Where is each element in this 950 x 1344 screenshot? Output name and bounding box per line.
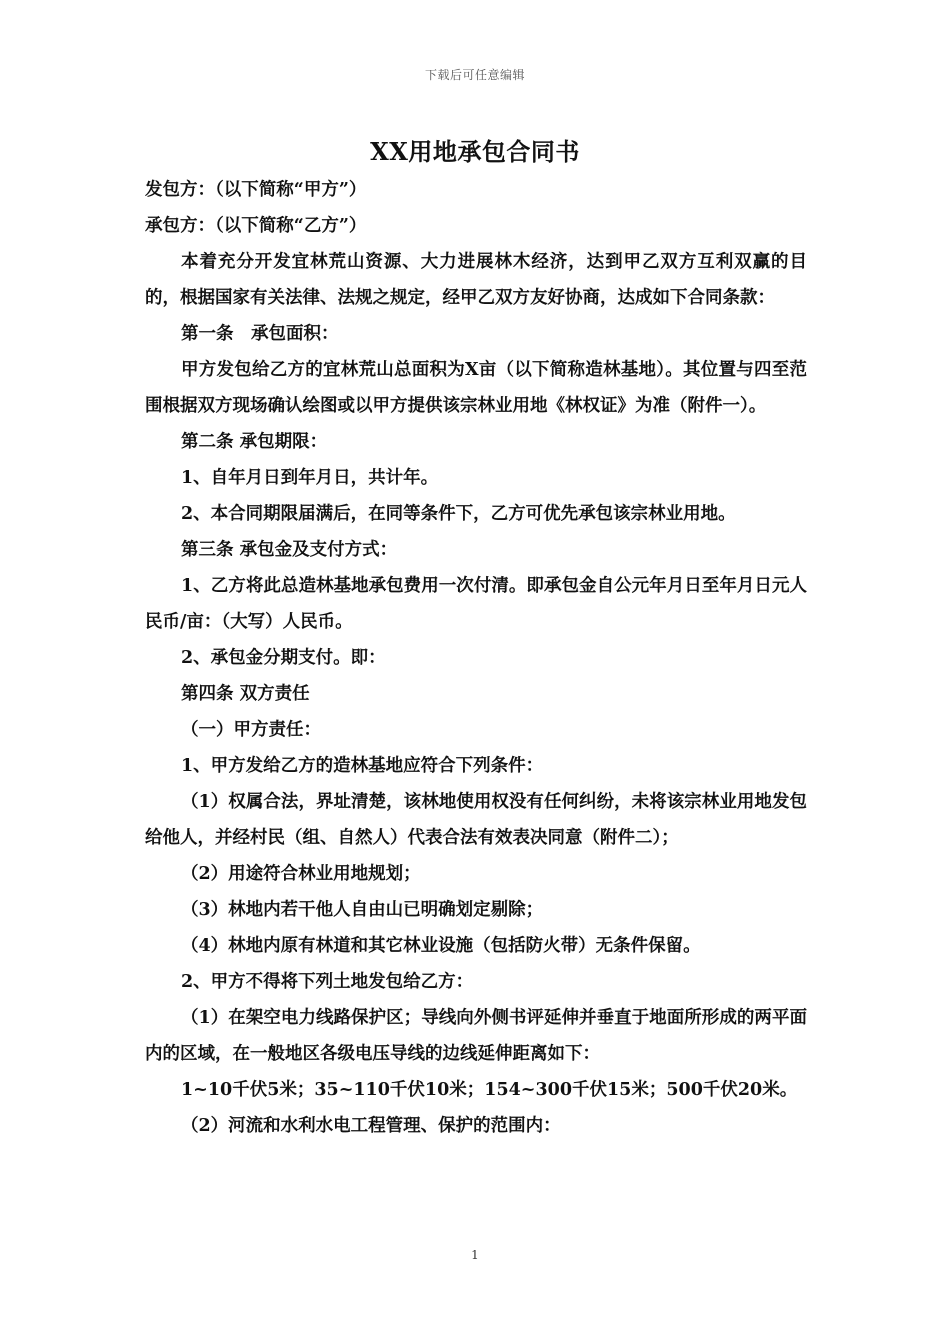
body-paragraph: 第一条 承包面积：: [181, 324, 339, 344]
body-paragraph: 甲方发包给乙方的宜林荒山总面积为X亩（以下简称造林基地）。其位置与四至范围根据双方现场确认绘图或以甲方提供该宗林业用地《林权证》为准（附件一）。: [145, 360, 807, 416]
body-paragraph: （一）甲方责任：: [181, 720, 321, 740]
body-paragraph: 1、乙方将此总造林基地承包费用一次付清。即承包金自公元年月日至年月日元人民币/亩：（大写）人民币。: [145, 576, 807, 632]
body-paragraph: 1、自年月日到年月日，共计年。: [181, 468, 439, 488]
body-paragraph: 1、甲方发给乙方的造林基地应符合下列条件：: [181, 756, 544, 776]
document-body: [145, 172, 807, 1144]
body-paragraph: （3）林地内若干他人自由山已明确划定剔除；: [181, 900, 544, 920]
body-paragraph: 本着充分开发宜林荒山资源、大力进展林木经济，达到甲乙双方互利双赢的目的，根据国家有关法律、法规之规定，经甲乙双方友好协商，达成如下合同条款：: [145, 252, 807, 308]
body-paragraph: （4）林地内原有林道和其它林业设施（包括防火带）无条件保留。: [181, 936, 701, 956]
body-paragraph: （2）河流和水利水电工程管理、保护的范围内：: [181, 1116, 561, 1136]
body-paragraph: 发包方：（以下简称“甲方”）: [145, 180, 367, 200]
body-paragraph: 第二条 承包期限：: [181, 432, 328, 452]
body-paragraph: （1）在架空电力线路保护区；导线向外侧书评延伸并垂直于地面所形成的两平面内的区域，在一般地区各级电压导线的边线延伸距离如下：: [145, 1008, 807, 1064]
body-paragraph: 第三条 承包金及支付方式：: [181, 540, 398, 560]
body-paragraph: 第四条 双方责任: [181, 684, 310, 704]
header-note: 下载后可任意编辑: [424, 68, 525, 82]
page-number: 1: [471, 1248, 479, 1262]
body-paragraph: （1）权属合法，界址清楚，该林地使用权没有任何纠纷，未将该宗林业用地发包给他人，并经村民（组、自然人）代表合法有效表决同意（附件二）；: [145, 792, 807, 848]
body-paragraph: 2、承包金分期支付。即：: [181, 648, 386, 668]
body-paragraph: 2、甲方不得将下列土地发包给乙方：: [181, 972, 474, 992]
body-paragraph: 2、本合同期限届满后，在同等条件下，乙方可优先承包该宗林业用地。: [181, 504, 736, 524]
body-paragraph: 1~10千伏5米；35~110千伏10米；154~300千伏15米；500千伏20米。: [181, 1080, 798, 1100]
body-paragraph: 承包方：（以下简称“乙方”）: [145, 216, 367, 236]
document-title: XX用地承包合同书: [370, 137, 580, 166]
body-paragraph: （2）用途符合林业用地规划；: [181, 864, 421, 884]
